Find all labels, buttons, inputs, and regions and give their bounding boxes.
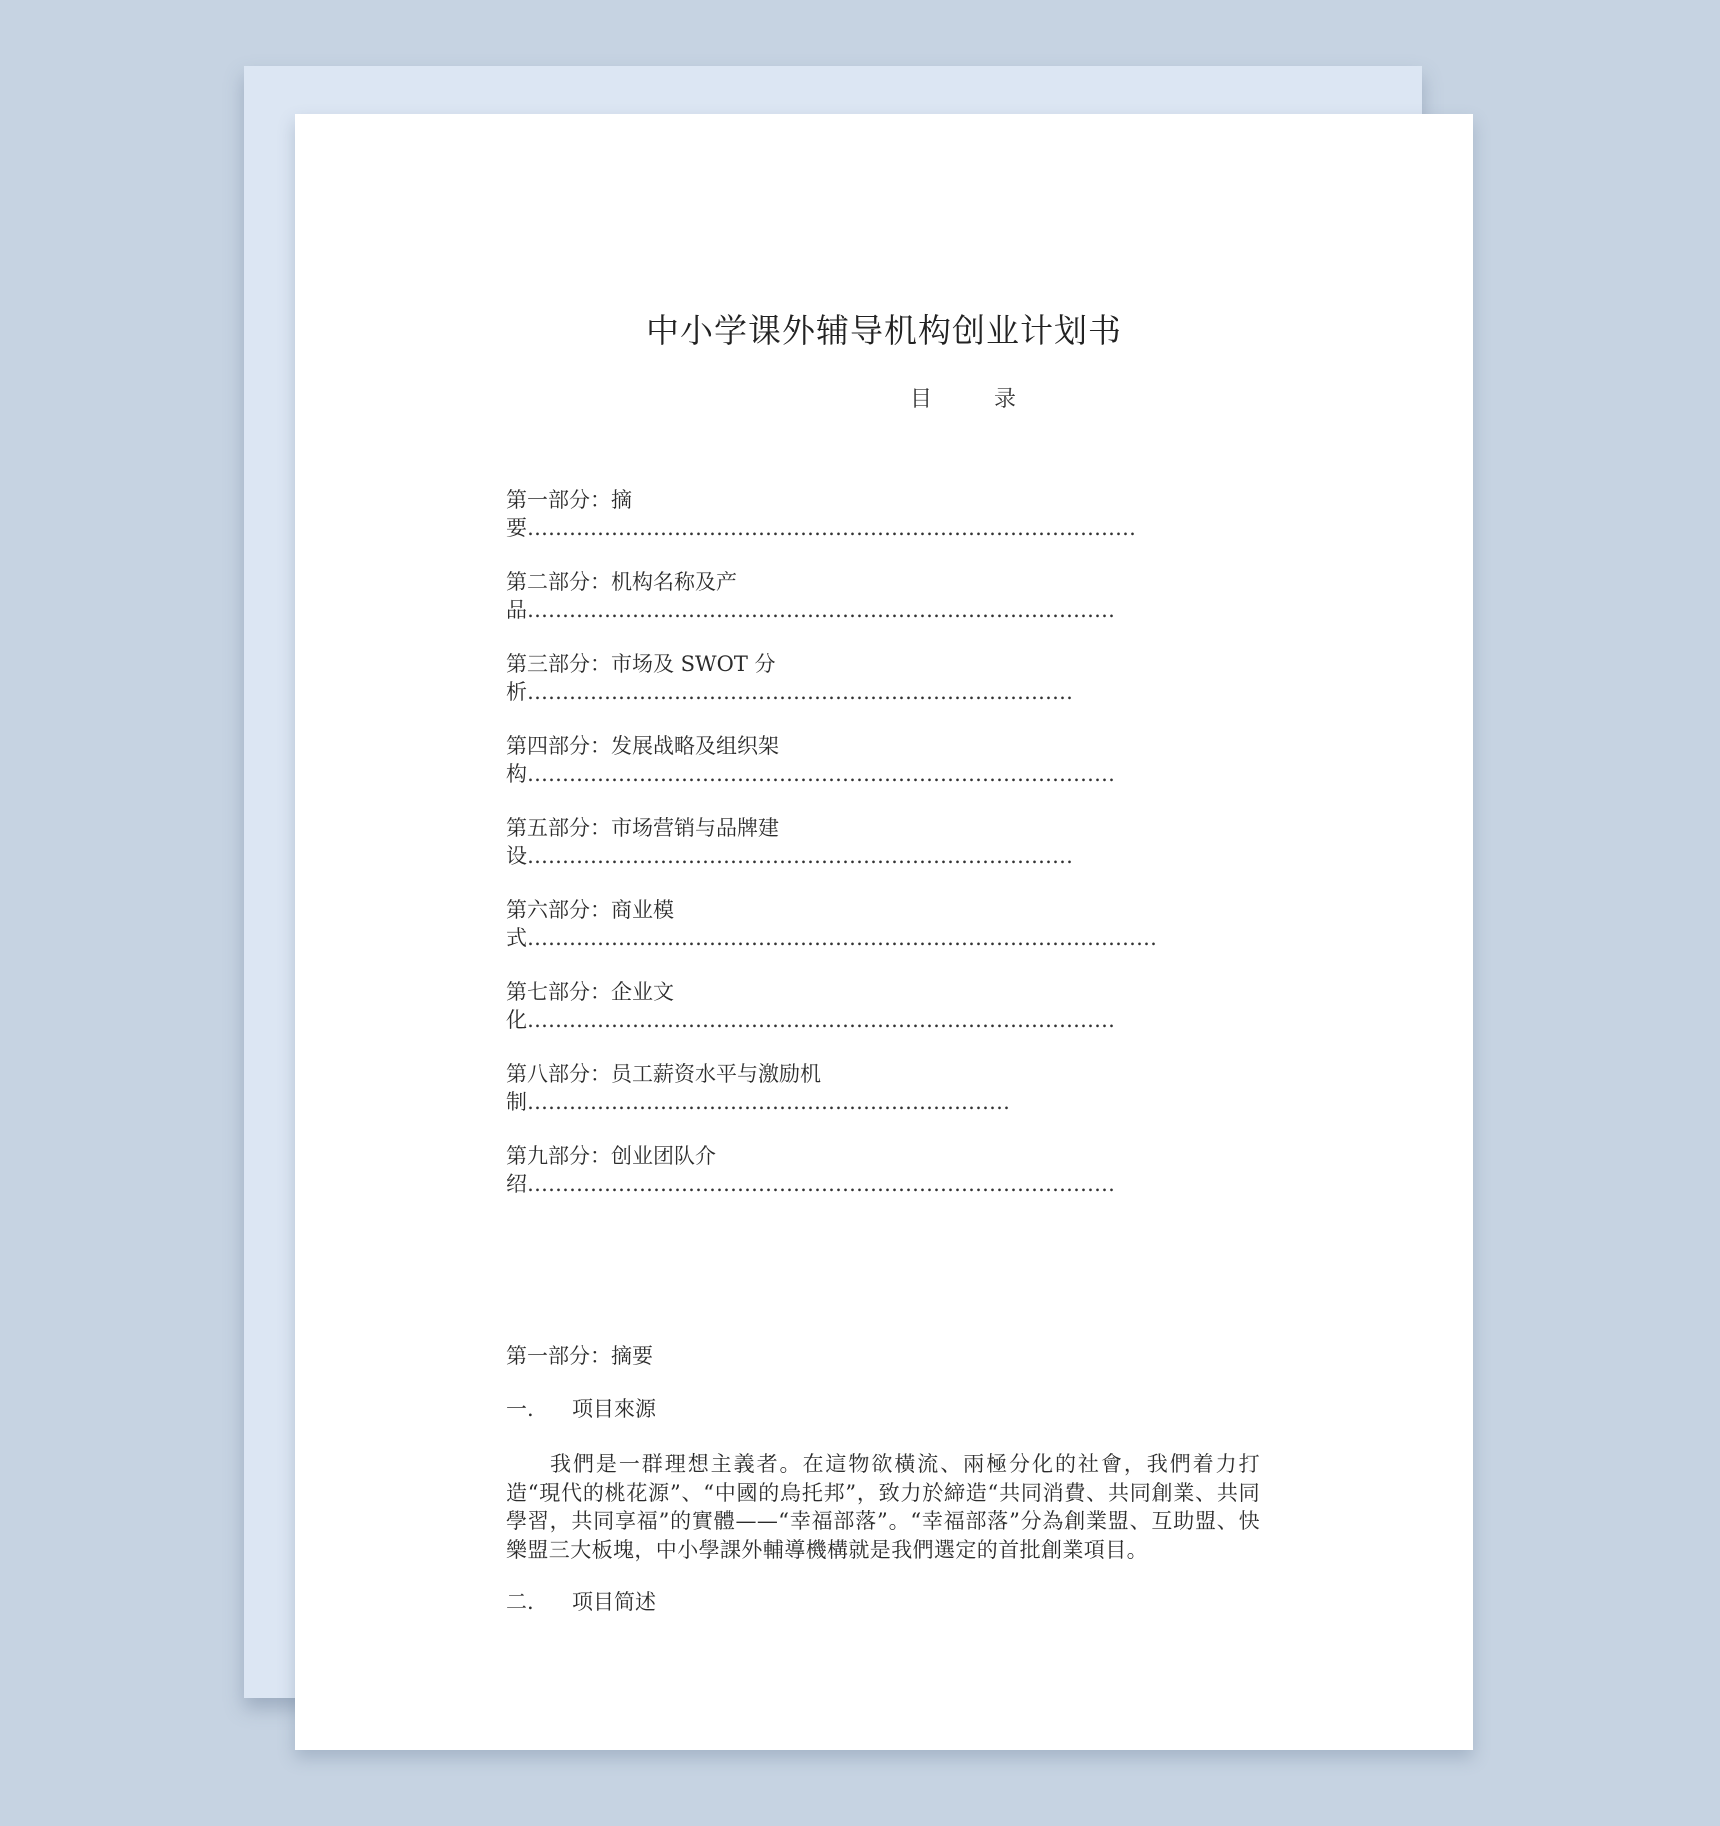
page-content xyxy=(295,114,1473,1750)
toc-entry-continuation xyxy=(506,678,1266,706)
toc-leader-dots: …………………………………………………………………… xyxy=(527,844,1073,868)
toc-entry[interactable] xyxy=(506,568,1266,650)
body-paragraph: 我們是一群理想主義者。在這物欲橫流、兩極分化的社會，我們着力打造“現代的桃花源”、“中國的烏托邦”，致力於締造“共同消費、共同創業、共同學習，共同享福”的實體——“幸福部落”。“幸福部落”分為創業盟、互助盟、快樂盟三大板塊，中小學課外輔導機構就是我們選定的首批創業項目。 xyxy=(506,1452,1260,1562)
part-one-heading xyxy=(506,1342,653,1370)
section-number: 二. xyxy=(506,1590,534,1614)
toc-leader-dots: …………………………………………………………………… xyxy=(527,680,1073,704)
toc-entry-title: 第二部分：机构名称及产 xyxy=(506,570,737,594)
toc-entry-continuation xyxy=(506,842,1266,870)
toc-leader-dots: ………………………………………………………………………… xyxy=(527,1172,1115,1196)
toc-entry[interactable] xyxy=(506,814,1266,896)
section-heading-project-source xyxy=(506,1395,656,1423)
toc-entry-title: 第六部分：商业模 xyxy=(506,898,674,922)
section-number: 一. xyxy=(506,1397,534,1421)
document-title: 中小学课外辅导机构创业计划书 xyxy=(646,311,1122,350)
toc-entry-title: 第一部分：摘 xyxy=(506,488,632,512)
toc-entry-title: 第三部分：市场及 SWOT 分 xyxy=(506,652,776,676)
toc-entry-last-char: 要 xyxy=(506,516,527,540)
toc-entry[interactable] xyxy=(506,1142,1266,1224)
toc-entry-last-char: 绍 xyxy=(506,1172,527,1196)
toc-leader-dots: ………………………………………………………………………… xyxy=(527,762,1115,786)
toc-entry[interactable] xyxy=(506,896,1266,978)
toc-entry-last-char: 制 xyxy=(506,1090,527,1114)
toc-entry[interactable] xyxy=(506,978,1266,1060)
toc-entry[interactable] xyxy=(506,650,1266,732)
toc-entry-continuation xyxy=(506,1088,1266,1116)
toc-entry[interactable] xyxy=(506,732,1266,814)
toc-entry-title: 第七部分：企业文 xyxy=(506,980,674,1004)
toc-entry-continuation xyxy=(506,1006,1266,1034)
document-page xyxy=(295,114,1473,1750)
part-one-heading-text: 第一部分：摘要 xyxy=(506,1344,653,1368)
toc-entry-title: 第九部分：创业团队介 xyxy=(506,1144,716,1168)
toc-entry-continuation xyxy=(506,760,1266,788)
section-label: 项目來源 xyxy=(572,1397,656,1421)
toc-entry[interactable] xyxy=(506,1060,1266,1142)
toc-entry-last-char: 构 xyxy=(506,762,527,786)
toc-entry-continuation xyxy=(506,596,1266,624)
toc-entry[interactable] xyxy=(506,486,1266,568)
toc-leader-dots: ……………………………………………………………………………… xyxy=(527,926,1157,950)
toc-leader-dots: ………………………………………………………………………… xyxy=(527,1008,1115,1032)
toc-leader-dots: ………………………………………………………………………… xyxy=(527,598,1115,622)
toc-heading: 目录 xyxy=(910,387,1079,412)
toc-entry-last-char: 品 xyxy=(506,598,527,622)
toc-entry-continuation xyxy=(506,924,1266,952)
toc-entry-continuation xyxy=(506,1170,1266,1198)
toc-entry-last-char: 设 xyxy=(506,844,527,868)
toc-entry-last-char: 化 xyxy=(506,1008,527,1032)
toc-entry-last-char: 析 xyxy=(506,680,527,704)
section-label: 项目简述 xyxy=(572,1590,656,1614)
section-heading-project-overview xyxy=(506,1588,656,1616)
toc-leader-dots: …………………………………………………………… xyxy=(527,1090,1010,1114)
toc-leader-dots: …………………………………………………………………………… xyxy=(527,516,1136,540)
toc-entry-continuation xyxy=(506,514,1266,542)
toc-entry-title: 第五部分：市场营销与品牌建 xyxy=(506,816,779,840)
toc-entry-title: 第八部分：员工薪资水平与激励机 xyxy=(506,1062,821,1086)
toc-entry-last-char: 式 xyxy=(506,926,527,950)
table-of-contents xyxy=(506,486,1266,1224)
toc-entry-title: 第四部分：发展战略及组织架 xyxy=(506,734,779,758)
